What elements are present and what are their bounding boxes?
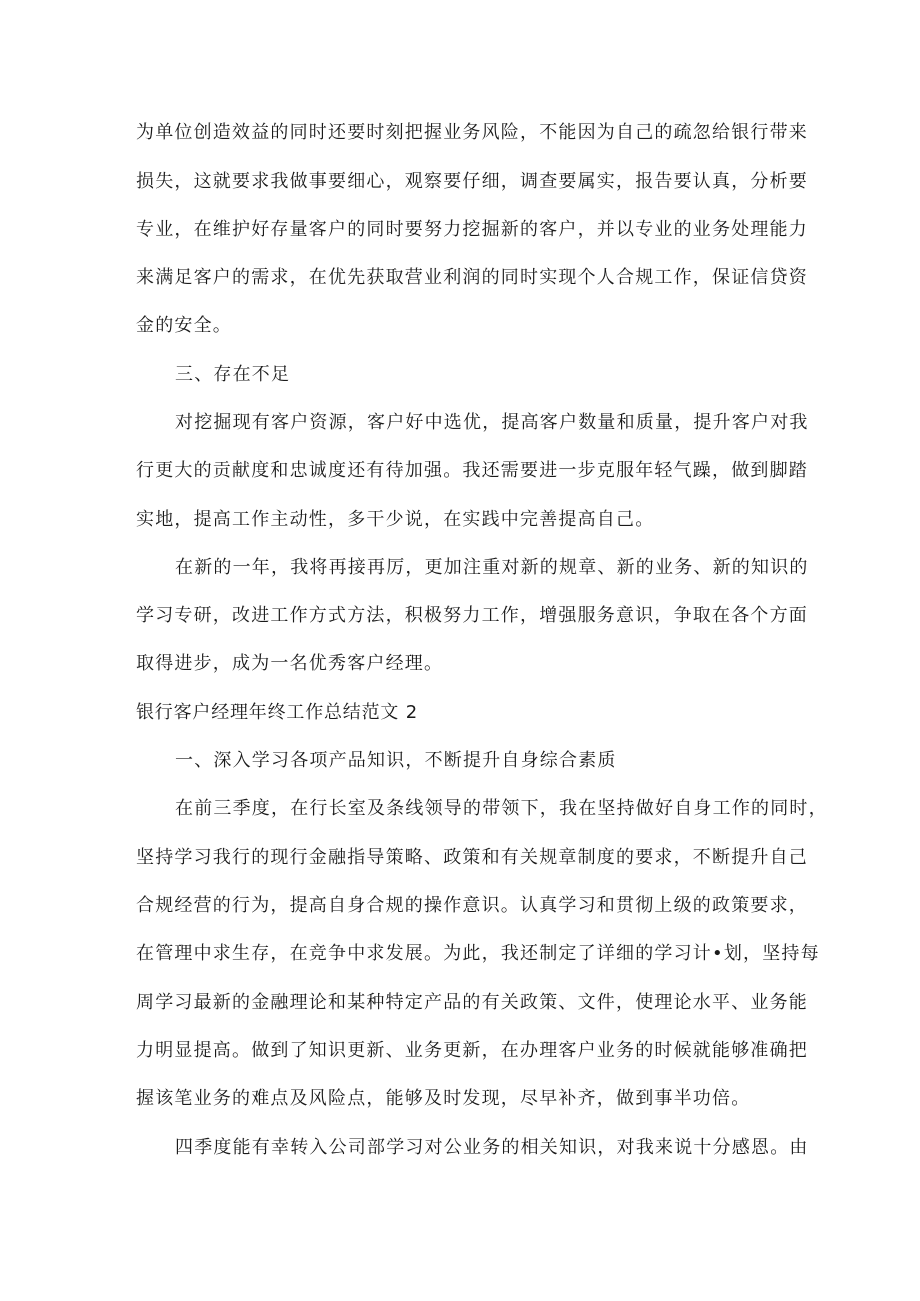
paragraph-line: 对挖掘现有客户资源，客户好中选优，提高客户数量和质量，提升客户对我 xyxy=(175,412,809,433)
paragraph-line: 坚持学习我行的现行金融指导策略、政策和有关规章制度的要求，不断提升自己 xyxy=(136,847,808,868)
paragraph-line: 四季度能有幸转入公司部学习对公业务的相关知识，对我来说十分感恩。由 xyxy=(175,1137,809,1158)
paragraph-line: 实地，提高工作主动性，多干少说，在实践中完善提高自己。 xyxy=(136,509,655,530)
paragraph-line: 周学习最新的金融理论和某种特定产品的有关政策、文件，使理论水平、业务能 xyxy=(136,992,808,1013)
paragraph-line: 行更大的贡献度和忠诚度还有待加强。我还需要进一步克服年轻气躁，做到脚踏 xyxy=(136,460,808,481)
section-heading: 三、存在不足 xyxy=(175,364,291,385)
paragraph-line: 专业，在维护好存量客户的同时要努力挖掘新的客户，并以专业的业务处理能力 xyxy=(136,219,808,240)
paragraph-line: 在新的一年，我将再接再厉，更加注重对新的规章、新的业务、新的知识的 xyxy=(175,557,809,578)
paragraph-line: 学习专研，改进工作方式方法，积极努力工作，增强服务意识，争取在各个方面 xyxy=(136,605,808,626)
paragraph-line: 握该笔业务的难点及风险点，能够及时发现，尽早补齐，做到事半功倍。 xyxy=(136,1088,751,1109)
paragraph-line: 损失，这就要求我做事要细心，观察要仔细，调查要属实，报告要认真，分析要 xyxy=(136,171,808,192)
paragraph-line: 在前三季度，在行长室及条线领导的带领下，我在坚持做好自身工作的同时， xyxy=(175,798,828,819)
section-heading: 一、深入学习各项产品知识，不断提升自身综合素质 xyxy=(175,750,617,771)
paragraph-line: 力明显提高。做到了知识更新、业务更新，在办理客户业务的时候就能够准确把 xyxy=(136,1040,808,1061)
article-title: 银行客户经理年终工作总结范文 2 xyxy=(136,702,418,723)
paragraph-line: 为单位创造效益的同时还要时刻把握业务风险，不能因为自己的疏忽给银行带来 xyxy=(136,122,808,143)
paragraph-line: 取得进步，成为一名优秀客户经理。 xyxy=(136,653,444,674)
paragraph-line: 合规经营的行为，提高自身合规的操作意识。认真学习和贯彻上级的政策要求， xyxy=(136,895,808,916)
paragraph-line: 在管理中求生存，在竞争中求发展。为此，我还制定了详细的学习计•划，坚持每 xyxy=(136,943,820,964)
paragraph-line: 来满足客户的需求，在优先获取营业利润的同时实现个人合规工作，保证信贷资 xyxy=(136,267,808,288)
paragraph-line: 金的安全。 xyxy=(136,315,232,336)
